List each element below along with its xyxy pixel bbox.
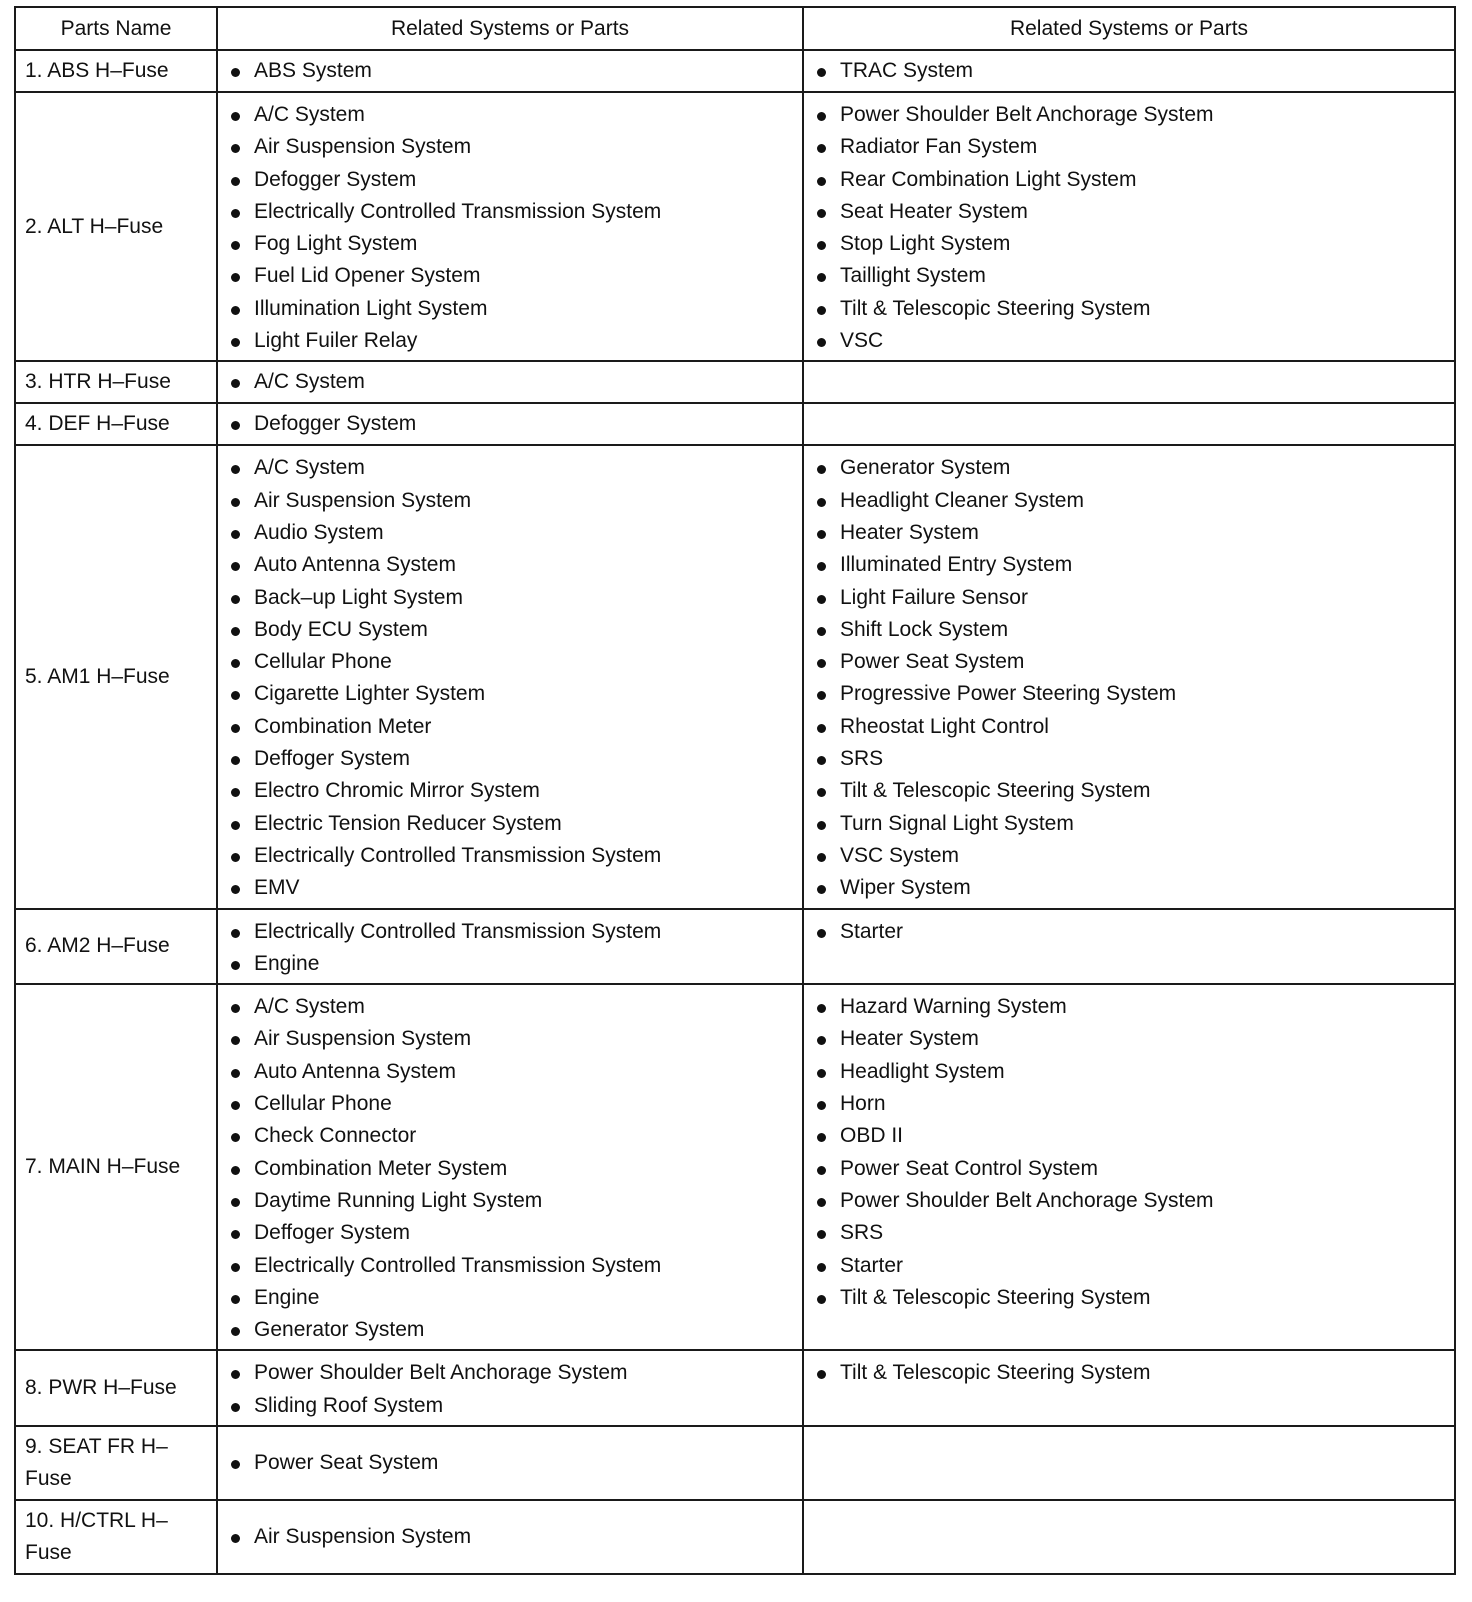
list-item: Generator System bbox=[230, 1314, 802, 1346]
list-item: VSC bbox=[816, 325, 1454, 357]
header-related-systems-2: Related Systems or Parts bbox=[803, 7, 1455, 50]
related-systems-cell-right bbox=[803, 1426, 1455, 1500]
related-systems-cell-right bbox=[803, 50, 1455, 92]
list-item: A/C System bbox=[230, 452, 802, 484]
list-item: Power Shoulder Belt Anchorage System bbox=[816, 99, 1454, 131]
related-systems-cell-left bbox=[217, 984, 803, 1350]
list-item: Illuminated Entry System bbox=[816, 549, 1454, 581]
parts-name-cell: 10. H/CTRL H–Fuse bbox=[15, 1500, 217, 1574]
related-systems-cell-right bbox=[803, 909, 1455, 985]
list-item: EMV bbox=[230, 872, 802, 904]
list-item: SRS bbox=[816, 743, 1454, 775]
list-item: Heater System bbox=[816, 1023, 1454, 1055]
system-list bbox=[816, 991, 1454, 1314]
list-item: Combination Meter bbox=[230, 711, 802, 743]
list-item: Rear Combination Light System bbox=[816, 164, 1454, 196]
list-item: Electro Chromic Mirror System bbox=[230, 775, 802, 807]
related-systems-cell-left bbox=[217, 1426, 803, 1500]
related-systems-cell-right bbox=[803, 1350, 1455, 1426]
list-item: Electrically Controlled Transmission System bbox=[230, 196, 802, 228]
list-item: VSC System bbox=[816, 840, 1454, 872]
list-item: Sliding Roof System bbox=[230, 1390, 802, 1422]
system-list bbox=[816, 55, 1454, 87]
list-item: Progressive Power Steering System bbox=[816, 678, 1454, 710]
list-item: Generator System bbox=[816, 452, 1454, 484]
list-item: SRS bbox=[816, 1217, 1454, 1249]
list-item: Starter bbox=[816, 916, 1454, 948]
list-item: A/C System bbox=[230, 99, 802, 131]
list-item: ABS System bbox=[230, 55, 802, 87]
list-item: TRAC System bbox=[816, 55, 1454, 87]
list-item: Seat Heater System bbox=[816, 196, 1454, 228]
table-row bbox=[15, 984, 1455, 1350]
table-row bbox=[15, 909, 1455, 985]
related-systems-cell-right bbox=[803, 403, 1455, 445]
list-item: Turn Signal Light System bbox=[816, 808, 1454, 840]
table-row bbox=[15, 1500, 1455, 1574]
system-list bbox=[230, 991, 802, 1346]
list-item: Electric Tension Reducer System bbox=[230, 808, 802, 840]
list-item: A/C System bbox=[230, 366, 802, 398]
list-item: Heater System bbox=[816, 517, 1454, 549]
parts-name-cell: 5. AM1 H–Fuse bbox=[15, 445, 217, 908]
list-item: Check Connector bbox=[230, 1120, 802, 1152]
list-item: Tilt & Telescopic Steering System bbox=[816, 293, 1454, 325]
list-item: Tilt & Telescopic Steering System bbox=[816, 1357, 1454, 1389]
related-systems-cell-left bbox=[217, 445, 803, 908]
system-list bbox=[230, 99, 802, 357]
parts-name-cell: 8. PWR H–Fuse bbox=[15, 1350, 217, 1426]
list-item: Headlight System bbox=[816, 1056, 1454, 1088]
system-list bbox=[816, 916, 1454, 948]
related-systems-cell-right bbox=[803, 361, 1455, 403]
system-list bbox=[230, 1521, 802, 1553]
parts-name-cell: 9. SEAT FR H–Fuse bbox=[15, 1426, 217, 1500]
parts-name-cell: 6. AM2 H–Fuse bbox=[15, 909, 217, 985]
table-body bbox=[15, 50, 1455, 1574]
list-item: Body ECU System bbox=[230, 614, 802, 646]
list-item: Electrically Controlled Transmission System bbox=[230, 916, 802, 948]
list-item: Hazard Warning System bbox=[816, 991, 1454, 1023]
related-systems-cell-left bbox=[217, 92, 803, 361]
parts-name-cell: 3. HTR H–Fuse bbox=[15, 361, 217, 403]
header-parts-name: Parts Name bbox=[15, 7, 217, 50]
list-item: Shift Lock System bbox=[816, 614, 1454, 646]
related-systems-cell-right bbox=[803, 92, 1455, 361]
list-item: Air Suspension System bbox=[230, 131, 802, 163]
list-item: Electrically Controlled Transmission System bbox=[230, 840, 802, 872]
list-item: Back–up Light System bbox=[230, 582, 802, 614]
list-item: Auto Antenna System bbox=[230, 1056, 802, 1088]
list-item: Power Seat System bbox=[230, 1447, 802, 1479]
table-row bbox=[15, 92, 1455, 361]
header-related-systems-1: Related Systems or Parts bbox=[217, 7, 803, 50]
system-list bbox=[230, 1447, 802, 1479]
list-item: Radiator Fan System bbox=[816, 131, 1454, 163]
list-item: Engine bbox=[230, 948, 802, 980]
system-list bbox=[230, 916, 802, 981]
list-item: Cigarette Lighter System bbox=[230, 678, 802, 710]
list-item: Rheostat Light Control bbox=[816, 711, 1454, 743]
list-item: Deffoger System bbox=[230, 1217, 802, 1249]
list-item: Tilt & Telescopic Steering System bbox=[816, 775, 1454, 807]
fuse-document bbox=[14, 6, 1454, 1575]
table-row bbox=[15, 361, 1455, 403]
list-item: Starter bbox=[816, 1250, 1454, 1282]
related-systems-cell-left bbox=[217, 403, 803, 445]
system-list bbox=[230, 408, 802, 440]
related-systems-cell-right bbox=[803, 984, 1455, 1350]
related-systems-cell-left bbox=[217, 1350, 803, 1426]
table-header-row bbox=[15, 7, 1455, 50]
system-list bbox=[230, 1357, 802, 1422]
list-item: Taillight System bbox=[816, 260, 1454, 292]
list-item: Cellular Phone bbox=[230, 1088, 802, 1120]
parts-name-cell: 4. DEF H–Fuse bbox=[15, 403, 217, 445]
list-item: Air Suspension System bbox=[230, 485, 802, 517]
list-item: Light Failure Sensor bbox=[816, 582, 1454, 614]
parts-name-cell: 2. ALT H–Fuse bbox=[15, 92, 217, 361]
system-list bbox=[230, 55, 802, 87]
system-list bbox=[230, 452, 802, 904]
parts-name-cell: 7. MAIN H–Fuse bbox=[15, 984, 217, 1350]
list-item: Audio System bbox=[230, 517, 802, 549]
list-item: Deffoger System bbox=[230, 743, 802, 775]
related-systems-cell-left bbox=[217, 1500, 803, 1574]
list-item: Electrically Controlled Transmission System bbox=[230, 1250, 802, 1282]
table-row bbox=[15, 1426, 1455, 1500]
list-item: Engine bbox=[230, 1282, 802, 1314]
list-item: Stop Light System bbox=[816, 228, 1454, 260]
list-item: Power Shoulder Belt Anchorage System bbox=[230, 1357, 802, 1389]
list-item: Cellular Phone bbox=[230, 646, 802, 678]
related-systems-cell-left bbox=[217, 361, 803, 403]
related-systems-cell-left bbox=[217, 50, 803, 92]
list-item: OBD II bbox=[816, 1120, 1454, 1152]
list-item: Fuel Lid Opener System bbox=[230, 260, 802, 292]
table-row bbox=[15, 50, 1455, 92]
list-item: Combination Meter System bbox=[230, 1153, 802, 1185]
list-item: Power Shoulder Belt Anchorage System bbox=[816, 1185, 1454, 1217]
list-item: Auto Antenna System bbox=[230, 549, 802, 581]
list-item: Horn bbox=[816, 1088, 1454, 1120]
related-systems-cell-right bbox=[803, 1500, 1455, 1574]
list-item: Power Seat System bbox=[816, 646, 1454, 678]
parts-name-cell: 1. ABS H–Fuse bbox=[15, 50, 217, 92]
list-item: Power Seat Control System bbox=[816, 1153, 1454, 1185]
list-item: Illumination Light System bbox=[230, 293, 802, 325]
list-item: Tilt & Telescopic Steering System bbox=[816, 1282, 1454, 1314]
related-systems-cell-right bbox=[803, 445, 1455, 908]
list-item: Defogger System bbox=[230, 408, 802, 440]
list-item: A/C System bbox=[230, 991, 802, 1023]
table-row bbox=[15, 445, 1455, 908]
list-item: Air Suspension System bbox=[230, 1023, 802, 1055]
system-list bbox=[816, 452, 1454, 904]
related-systems-cell-left bbox=[217, 909, 803, 985]
system-list bbox=[816, 1357, 1454, 1389]
list-item: Defogger System bbox=[230, 164, 802, 196]
list-item: Wiper System bbox=[816, 872, 1454, 904]
table-row bbox=[15, 1350, 1455, 1426]
list-item: Air Suspension System bbox=[230, 1521, 802, 1553]
list-item: Fog Light System bbox=[230, 228, 802, 260]
list-item: Daytime Running Light System bbox=[230, 1185, 802, 1217]
system-list bbox=[816, 99, 1454, 357]
list-item: Light Fuiler Relay bbox=[230, 325, 802, 357]
list-item: Headlight Cleaner System bbox=[816, 485, 1454, 517]
table-row bbox=[15, 403, 1455, 445]
fuse-table bbox=[14, 6, 1456, 1575]
system-list bbox=[230, 366, 802, 398]
